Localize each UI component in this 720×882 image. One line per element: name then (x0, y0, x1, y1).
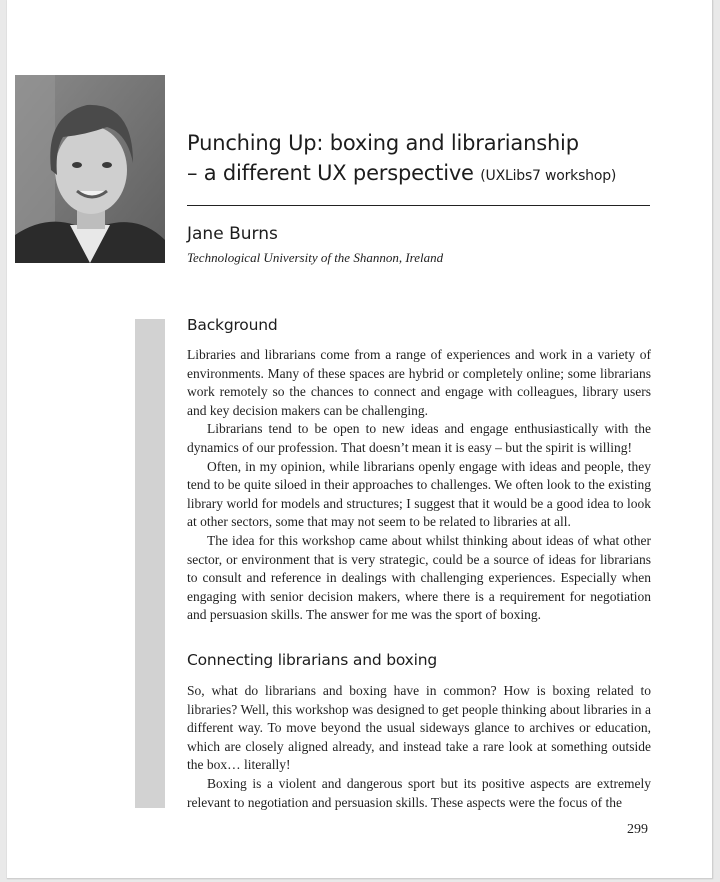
document-page (7, 0, 713, 879)
section-body-background (187, 346, 651, 625)
author-affiliation: Technological University of the Shannon, Ireland (187, 250, 444, 265)
author-photo (15, 75, 165, 263)
author-portrait-image (15, 75, 165, 263)
paragraph: Often, in my opinion, while librarians openly engage with ideas and people, they tend to be quite siloed in their approaches to challenges. We often look to the existing library world for models and structures; I suggest that it would be a good idea to look at other sectors, some that may not seem to be related to libraries at all. (187, 458, 651, 530)
article-title (187, 128, 657, 191)
paragraph: Libraries and librarians come from a range of experiences and work in a variety of environments. Many of these spaces are hybrid or completely online; some librarians work remotely so the chances to connect and engage with colleagues, library users and key decision makers can be challenging. (187, 347, 651, 418)
paragraph: The idea for this workshop came about whilst thinking about ideas of what other sector, or environment that is very strategic, could be a source of ideas for librarians to consult and reference in dealings with challenging experiences. Especially when engaging with senior decision makers, where there is a requirement for negotiation and persuasion skills. The answer for me was the sport of boxing. (187, 532, 651, 623)
title-line-2: – a different UX perspective (187, 161, 474, 185)
section-heading-connecting: Connecting librarians and boxing (187, 651, 437, 669)
paragraph: Boxing is a violent and dangerous sport but its positive aspects are extremely relevant to negotiation and persuasion skills. These aspects were the focus of the (187, 775, 651, 810)
paragraph: Librarians tend to be open to new ideas and engage enthusiastically with the dynamics of our profession. That doesn’t mean it is easy – but the spirit is willing! (187, 421, 651, 455)
title-subtitle: (UXLibs7 workshop) (480, 168, 617, 184)
page-number: 299 (627, 822, 648, 837)
paragraph: So, what do librarians and boxing have in common? How is boxing related to libraries? Well, this workshop was designed to get people thinking about libraries in a different way. To move beyond the usual sideways glance to archives or education, which are closely aligned already, and instead take a rare look at something outside the box… literally! (187, 683, 651, 773)
author-name: Jane Burns (187, 224, 278, 244)
title-divider (187, 205, 650, 206)
section-heading-background: Background (187, 316, 278, 334)
sidebar-accent-bar (135, 319, 165, 808)
title-line-1: Punching Up: boxing and librarianship (187, 131, 579, 155)
section-body-connecting (187, 682, 651, 812)
